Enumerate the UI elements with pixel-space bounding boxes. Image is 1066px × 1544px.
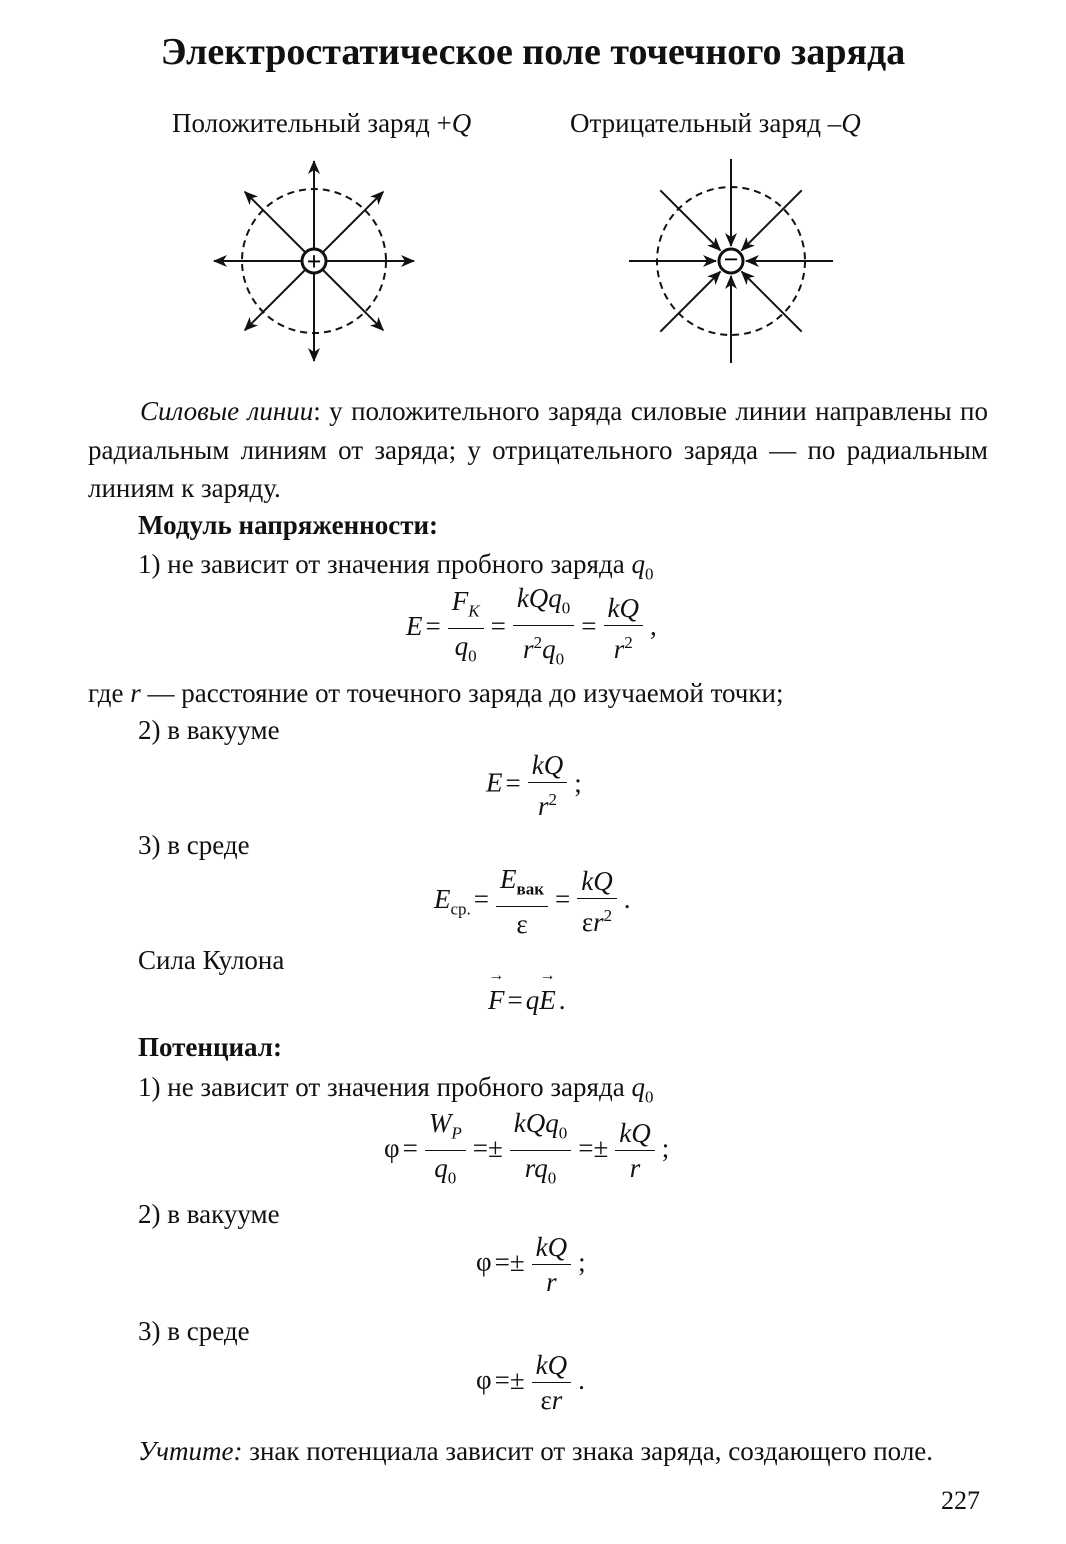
intensity-formula-general: E = $\frac{F_K}{q_0}$ = $\frac{kQq_0}{r^2q_0}$ = $\frac{kQ}{r^2}$ , <box>406 583 657 669</box>
negative-charge-label: Отрицательный заряд –Q <box>570 108 861 138</box>
positive-charge-label: Положительный заряд +Q <box>172 108 472 138</box>
intensity-item-2: 2) в вакууме <box>138 715 280 745</box>
positive-sign: + <box>306 247 322 276</box>
potential-heading: Потенциал: <box>138 1032 282 1062</box>
potential-item-3: 3) в среде <box>138 1316 250 1346</box>
negative-sign: − <box>723 245 739 274</box>
page-number: 227 <box>941 1486 980 1515</box>
note-term: Учтите: <box>138 1436 243 1466</box>
field-line <box>314 261 383 330</box>
field-lines-term: Силовые линии <box>140 396 314 426</box>
potential-item-2: 2) в вакууме <box>138 1199 280 1229</box>
distance-definition: где r — расстояние от точечного заряда до изучаемой точки; <box>88 678 784 708</box>
intensity-item-3: 3) в среде <box>138 830 250 860</box>
field-lines-paragraph: Силовые линии: у положительного заряда силовые линии направлены по радиальным линиям от заряда; у отрицательного заряда — по радиальным линиям к заряду. <box>88 396 988 503</box>
potential-item-1: 1) не зависит от значения пробного заряда $q_0$ <box>138 1072 654 1107</box>
potential-formula-vacuum: φ =± $\frac{kQ}{r}$ ; <box>476 1232 586 1297</box>
potential-formula-general: φ = $\frac{W_P}{q_0}$ =± $\frac{kQq_0}{rq_0}$ =± $\frac{kQ}{r}$ ; <box>384 1108 670 1188</box>
intensity-formula-vacuum: E = $\frac{kQ}{r^2}$ ; <box>486 750 582 821</box>
field-line <box>314 192 383 261</box>
field-lines-diagram <box>0 150 1066 375</box>
intensity-item-1: 1) не зависит от значения пробного заряда $q_0$ <box>138 549 654 584</box>
potential-formula-medium: φ =± $\frac{kQ}{\varepsilon r}$ . <box>476 1350 585 1415</box>
intensity-heading: Модуль напряженности: <box>138 510 439 540</box>
field-line <box>245 261 314 330</box>
intensity-formula-medium: $E_{ср.}$ = $\frac{E_{вак}}{\varepsilon}$ = $\frac{kQ}{\varepsilon r^2}$ . <box>434 864 631 940</box>
field-line <box>245 192 314 261</box>
coulomb-force-label: Сила Кулона <box>138 945 285 975</box>
page-title: Электростатическое поле точечного заряда <box>160 31 906 73</box>
note: Учтите: знак потенциала зависит от знака заряда, создающего поле. <box>138 1436 934 1466</box>
coulomb-force-formula: → F = q→ E . <box>488 985 568 1016</box>
